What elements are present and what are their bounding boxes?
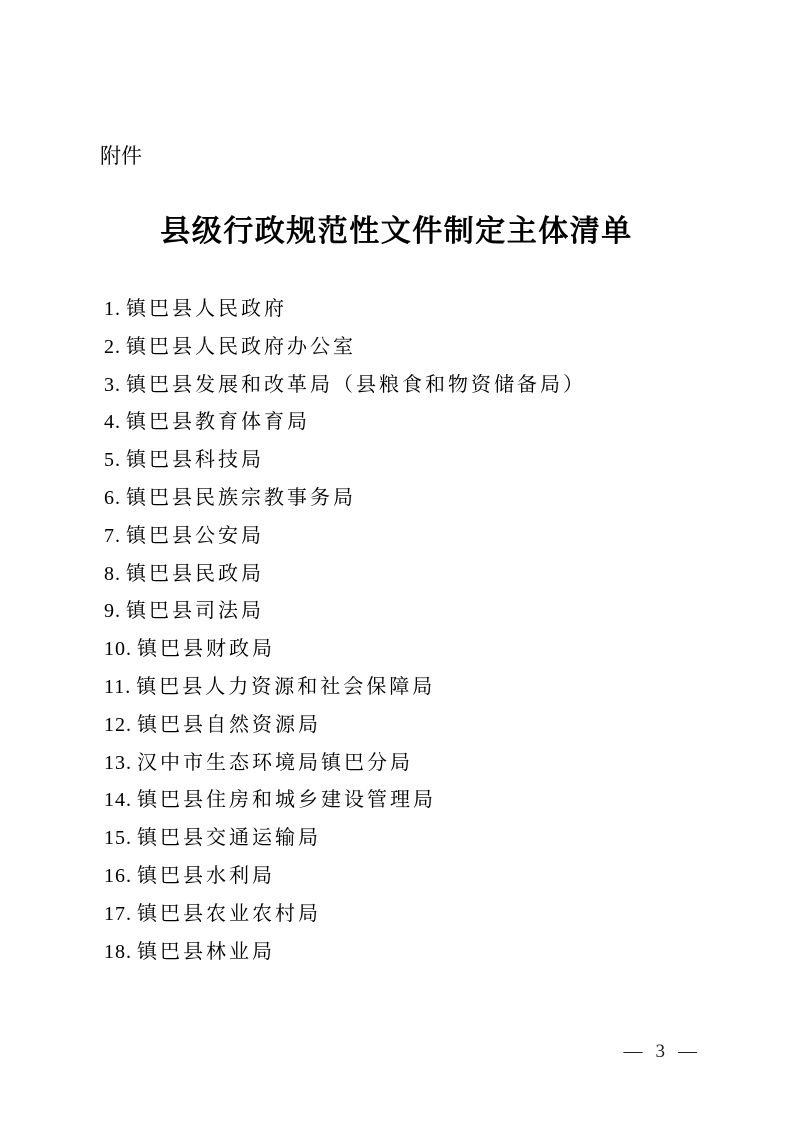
list-item-name: 镇巴县发展和改革局（县粮食和物资储备局） — [126, 373, 586, 396]
list-item-number: 15. — [104, 827, 132, 850]
list-item-number: 14. — [104, 789, 132, 812]
list-item — [104, 442, 586, 480]
list-item — [104, 367, 586, 405]
list-item-name: 镇巴县民族宗教事务局 — [126, 486, 356, 509]
list-item-name: 镇巴县住房和城乡建设管理局 — [137, 789, 436, 812]
list-item — [104, 556, 586, 594]
attachment-label: 附件 — [100, 145, 142, 168]
list-item — [104, 291, 586, 329]
list-item — [104, 669, 586, 707]
list-item — [104, 896, 586, 934]
list-item — [104, 631, 586, 669]
list-item — [104, 593, 586, 631]
list-item — [104, 858, 586, 896]
list-item-number: 3. — [104, 373, 121, 396]
list-item-number: 5. — [104, 449, 121, 472]
list-item-name: 镇巴县财政局 — [137, 638, 275, 661]
list-item-name: 镇巴县人力资源和社会保障局 — [136, 675, 436, 698]
list-item-number: 11. — [104, 675, 132, 698]
list-item-number: 17. — [104, 902, 132, 925]
list-item-number: 10. — [104, 638, 132, 661]
page-footer — [624, 1041, 698, 1063]
list-item-number: 13. — [104, 751, 132, 774]
list-item-number: 16. — [104, 864, 132, 887]
list-item-name: 镇巴县民政局 — [126, 562, 264, 585]
list-item-name: 汉中市生态环境局镇巴分局 — [137, 751, 413, 774]
list-item-name: 镇巴县科技局 — [126, 449, 264, 472]
list-item-number: 6. — [104, 486, 121, 509]
list-item — [104, 934, 586, 972]
page-number-value: 3 — [655, 1041, 665, 1062]
list-item — [104, 518, 586, 556]
list-item-name: 镇巴县林业局 — [137, 940, 275, 963]
list-item-number: 9. — [104, 600, 121, 623]
list-item-number: 8. — [104, 562, 121, 585]
list-item-number: 7. — [104, 524, 121, 547]
list-item-name: 镇巴县人民政府 — [126, 298, 287, 320]
list-item-name: 镇巴县水利局 — [137, 864, 275, 887]
list-item — [104, 329, 586, 367]
list-item — [104, 707, 586, 745]
list-item-name: 镇巴县自然资源局 — [137, 713, 321, 736]
list-item — [104, 782, 586, 820]
list-item-name: 镇巴县农业农村局 — [137, 902, 321, 925]
list-item — [104, 820, 586, 858]
list-item-name: 镇巴县交通运输局 — [137, 827, 321, 850]
list-item — [104, 745, 586, 783]
list-item-name: 镇巴县教育体育局 — [126, 411, 310, 434]
page-number-dash-left: — — [623, 1041, 643, 1062]
list-item-number: 12. — [104, 713, 132, 736]
list-item-number: 4. — [104, 411, 121, 434]
list-item-number: 2. — [104, 335, 121, 358]
list-item — [104, 480, 586, 518]
list-item-name: 镇巴县公安局 — [126, 524, 264, 547]
subject-list — [104, 291, 586, 971]
list-item-number: 18. — [104, 940, 132, 963]
document-title: 县级行政规范性文件制定主体清单 — [160, 215, 633, 248]
list-item-name: 镇巴县人民政府办公室 — [126, 335, 356, 358]
list-item — [104, 404, 586, 442]
list-item-name: 镇巴县司法局 — [126, 600, 264, 623]
page-number-dash-right: — — [678, 1041, 697, 1062]
list-item-number: 1. — [104, 298, 121, 320]
